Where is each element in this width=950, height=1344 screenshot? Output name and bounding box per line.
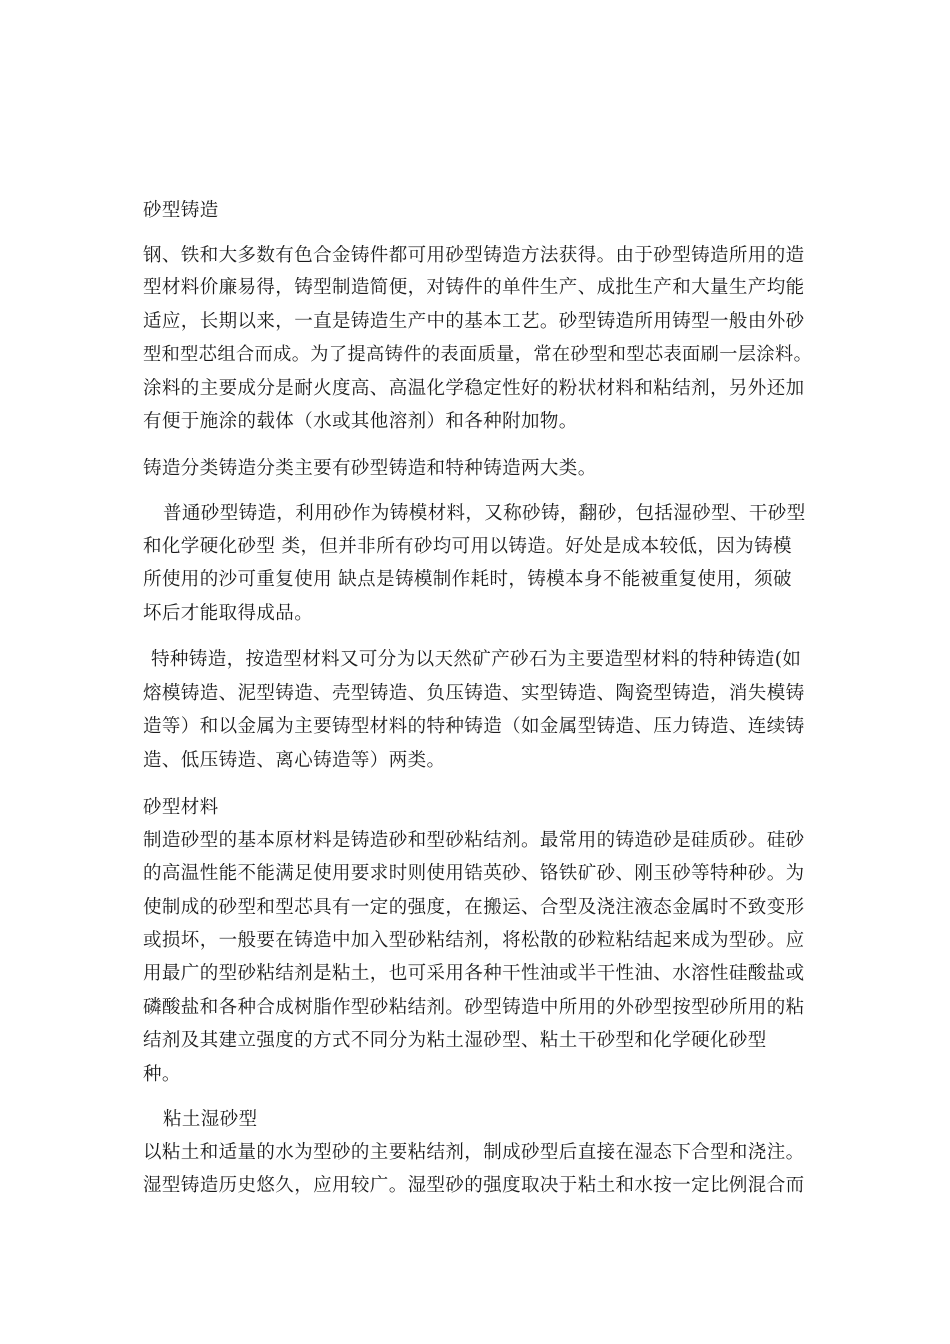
special-casting-line: 造、低压铸造、离心铸造等）两类。: [143, 750, 446, 771]
heading-sand-casting: 砂型铸造: [143, 200, 219, 221]
special-casting-line: 熔模铸造、泥型铸造、壳型铸造、负压铸造、实型铸造、陶瓷型铸造，消失模铸: [143, 683, 805, 704]
materials-line: 使制成的砂型和型芯具有一定的强度，在搬运、合型及浇注液态金属时不致变形: [143, 897, 805, 918]
materials-line: 用最广的型砂粘结剂是粘土，也可采用各种干性油或半干性油、水溶性硅酸盐或: [143, 963, 805, 984]
intro-line: 型和型芯组合而成。为了提高铸件的表面质量，常在砂型和型芯表面刷一层涂料。: [143, 344, 813, 365]
ordinary-casting-line: 和化学硬化砂型 类，但并非所有砂均可用以铸造。好处是成本较低，因为铸模: [143, 536, 792, 557]
clay-wet-line: 湿型铸造历史悠久，应用较广。湿型砂的强度取决于粘土和水按一定比例混合而: [143, 1175, 805, 1196]
intro-line: 型材料价廉易得，铸型制造简便，对铸件的单件生产、成批生产和大量生产均能: [143, 277, 805, 298]
heading-clay-wet-sand: 粘土湿砂型: [163, 1109, 258, 1130]
materials-line: 制造砂型的基本原材料是铸造砂和型砂粘结剂。最常用的铸造砂是硅质砂。硅砂: [143, 830, 805, 851]
intro-line: 适应，长期以来，一直是铸造生产中的基本工艺。砂型铸造所用铸型一般由外砂: [143, 311, 805, 332]
special-casting-line: 造等）和以金属为主要铸型材料的特种铸造（如金属型铸造、压力铸造、连续铸: [143, 716, 805, 737]
materials-line: 种。: [143, 1064, 181, 1085]
intro-line: 涂料的主要成分是耐火度高、高温化学稳定性好的粉状材料和粘结剂，另外还加: [143, 378, 805, 399]
heading-sand-materials: 砂型材料: [143, 797, 219, 818]
materials-line: 或损坏，一般要在铸造中加入型砂粘结剂，将松散的砂粒粘结起来成为型砂。应: [143, 930, 805, 951]
intro-line: 钢、铁和大多数有色合金铸件都可用砂型铸造方法获得。由于砂型铸造所用的造: [143, 245, 805, 266]
ordinary-casting-line: 坏后才能取得成品。: [143, 603, 314, 624]
special-casting-line: 特种铸造，按造型材料又可分为以天然矿产砂石为主要造型材料的特种铸造(如: [151, 649, 802, 670]
materials-line: 结剂及其建立强度的方式不同分为粘土湿砂型、粘土干砂型和化学硬化砂型: [143, 1030, 767, 1051]
materials-line: 的高温性能不能满足使用要求时则使用锆英砂、铬铁矿砂、刚玉砂等特种砂。为: [143, 863, 805, 884]
materials-line: 磷酸盐和各种合成树脂作型砂粘结剂。砂型铸造中所用的外砂型按型砂所用的粘: [143, 997, 805, 1018]
intro-line: 有便于施涂的载体（水或其他溶剂）和各种附加物。: [143, 411, 578, 432]
ordinary-casting-line: 普通砂型铸造，利用砂作为铸模材料，又称砂铸，翻砂，包括湿砂型、干砂型: [163, 503, 806, 524]
ordinary-casting-line: 所使用的沙可重复使用 缺点是铸模制作耗时，铸模本身不能被重复使用，须破: [143, 569, 792, 590]
clay-wet-line: 以粘土和适量的水为型砂的主要粘结剂，制成砂型后直接在湿态下合型和浇注。: [143, 1142, 805, 1163]
classification-line: 铸造分类铸造分类主要有砂型铸造和特种铸造两大类。: [143, 458, 597, 479]
